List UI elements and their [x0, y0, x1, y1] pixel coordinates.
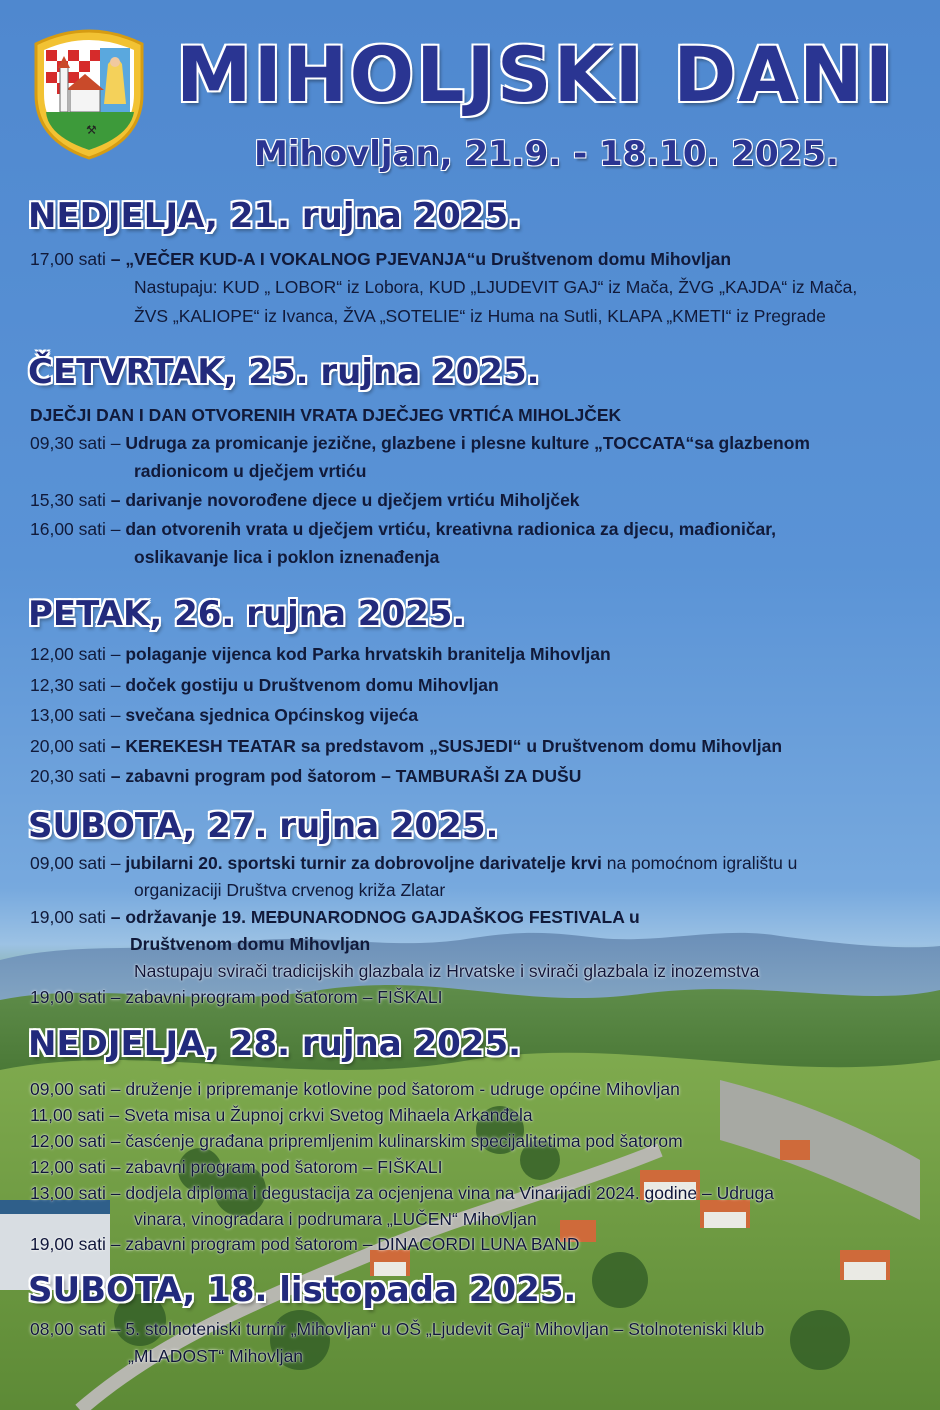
- schedule-time: 17,00 sati: [30, 249, 106, 269]
- schedule-text: druženje i pripremanje kotlovine pod šatorom - udruge općine Mihovljan: [125, 1079, 680, 1099]
- schedule-text: 5. stolnoteniski turnir „Mihovljan“ u OŠ „Ljudevit Gaj“ Mihovljan – Stolnoteniski klub: [125, 1319, 765, 1339]
- schedule-item: 09,00 sati – jubilarni 20. sportski turnir za dobrovoljne darivatelje krvi na pomoćnom igralištu u: [30, 853, 798, 873]
- schedule-continuation: Društvenom domu Mihovljan: [130, 934, 371, 954]
- schedule-continuation: Nastupaju: KUD „ LOBOR“ iz Lobora, KUD „LJUDEVIT GAJ“ iz Mača, ŽVG „KAJDA“ iz Mača,: [134, 277, 858, 297]
- schedule-text: zabavni program pod šatorom – DINACORDI LUNA BAND: [125, 1234, 580, 1254]
- schedule-text: časćenje građana pripremljenim kulinarskim specijalitetima pod šatorom: [125, 1131, 683, 1151]
- schedule-item: 15,30 sati – darivanje novorođene djece u dječjem vrtiću Miholjček: [30, 490, 580, 510]
- schedule-item: 13,00 sati – dodjela diploma i degustacija za ocjenjena vina na Vinarijadi 2024. godine – Udruga: [30, 1183, 774, 1203]
- page-title: MIHOLJSKI DANI: [176, 30, 895, 119]
- schedule-text: KEREKESH TEATAR sa predstavom „SUSJEDI“ u Društvenom domu Mihovljan: [125, 736, 783, 756]
- schedule-item: 09,30 sati – Udruga za promicanje jezične, glazbene i plesne kulture „TOCCATA“sa glazbenom: [30, 433, 810, 453]
- svg-text:⚒: ⚒: [86, 123, 97, 137]
- schedule-item: 19,00 sati – zabavni program pod šatorom – FIŠKALI: [30, 987, 443, 1007]
- schedule-continuation: ŽVS „KALIOPE“ iz Ivanca, ŽVA „SOTELIE“ iz Huma na Sutli, KLAPA „KMETI“ iz Pregrade: [134, 306, 826, 326]
- schedule-text: zabavni program pod šatorom – FIŠKALI: [125, 1157, 443, 1177]
- schedule-item: 12,00 sati – zabavni program pod šatorom – FIŠKALI: [30, 1157, 443, 1177]
- day-heading: PETAK, 26. rujna 2025.: [28, 594, 466, 634]
- day-heading: NEDJELJA, 21. rujna 2025.: [28, 196, 522, 236]
- schedule-item: 08,00 sati – 5. stolnoteniski turnir „Mihovljan“ u OŠ „Ljudevit Gaj“ Mihovljan – Stolnoteniski klub: [30, 1319, 765, 1339]
- schedule-time: 16,00 sati: [30, 519, 106, 539]
- schedule-item: 20,30 sati – zabavni program pod šatorom – TAMBURAŠI ZA DUŠU: [30, 766, 582, 786]
- schedule-time: 19,00 sati: [30, 907, 106, 927]
- day-intro: DJEČJI DAN I DAN OTVORENIH VRATA DJEČJEG VRTIĆA MIHOLJČEK: [30, 405, 622, 425]
- schedule-text: polaganje vijenca kod Parka hrvatskih branitelja Mihovljan: [125, 644, 611, 664]
- schedule-continuation: oslikavanje lica i poklon iznenađenja: [134, 547, 440, 567]
- schedule-time: 09,00 sati: [30, 1079, 106, 1099]
- schedule-item: 09,00 sati – druženje i pripremanje kotlovine pod šatorom - udruge općine Mihovljan: [30, 1079, 680, 1099]
- schedule-time: 09,00 sati: [30, 853, 106, 873]
- schedule-time: 20,00 sati: [30, 736, 106, 756]
- schedule-time: 12,00 sati: [30, 1131, 106, 1151]
- day-heading: SUBOTA, 27. rujna 2025.: [28, 806, 499, 846]
- schedule-item: 12,00 sati – polaganje vijenca kod Parka hrvatskih branitelja Mihovljan: [30, 644, 611, 664]
- day-heading: NEDJELJA, 28. rujna 2025.: [28, 1024, 522, 1064]
- schedule-item: 12,00 sati – časćenje građana pripremljenim kulinarskim specijalitetima pod šatorom: [30, 1131, 683, 1151]
- schedule-continuation: radionicom u dječjem vrtiću: [134, 461, 367, 481]
- schedule-time: 09,30 sati: [30, 433, 106, 453]
- schedule-item: 20,00 sati – KEREKESH TEATAR sa predstavom „SUSJEDI“ u Društvenom domu Mihovljan: [30, 736, 783, 756]
- schedule-text: doček gostiju u Društvenom domu Mihovljan: [125, 675, 499, 695]
- schedule-continuation: organizaciji Društva crvenog križa Zlatar: [134, 880, 446, 900]
- schedule-time: 20,30 sati: [30, 766, 106, 786]
- schedule-time: 11,00 sati: [30, 1105, 105, 1125]
- schedule-time: 13,00 sati: [30, 1183, 106, 1203]
- schedule-continuation: „MLADOST“ Mihovljan: [128, 1346, 304, 1366]
- schedule-time: 12,30 sati: [30, 675, 106, 695]
- schedule-text: svečana sjednica Općinskog vijeća: [125, 705, 419, 725]
- event-dates-subtitle: Mihovljan, 21.9. - 18.10. 2025.: [254, 134, 839, 174]
- schedule-text: zabavni program pod šatorom – TAMBURAŠI ZA DUŠU: [125, 766, 582, 786]
- schedule-item: 11,00 sati – Sveta misa u Župnoj crkvi Svetog Mihaela Arkanđela: [30, 1105, 533, 1125]
- schedule-continuation: vinara, vinogradara i podrumara „LUČEN“ Mihovljan: [134, 1209, 537, 1229]
- day-heading: SUBOTA, 18. listopada 2025.: [28, 1270, 577, 1310]
- schedule-text: zabavni program pod šatorom – FIŠKALI: [125, 987, 443, 1007]
- schedule-item: 12,30 sati – doček gostiju u Društvenom domu Mihovljan: [30, 675, 499, 695]
- schedule-text: održavanje 19. MEĐUNARODNOG GAJDAŠKOG FESTIVALA u: [125, 907, 640, 927]
- schedule-text: Sveta misa u Župnoj crkvi Svetog Mihaela Arkanđela: [124, 1105, 533, 1125]
- schedule-time: 08,00 sati: [30, 1319, 106, 1339]
- schedule-text: dan otvorenih vrata u dječjem vrtiću, kreativna radionica za djecu, mađioničar,: [125, 519, 776, 539]
- schedule-text: darivanje novorođene djece u dječjem vrtiću Miholjček: [125, 490, 580, 510]
- schedule-continuation: Nastupaju svirači tradicijskih glazbala iz Hrvatske i svirači glazbala iz inozemstva: [134, 961, 760, 981]
- schedule-text: Udruga za promicanje jezične, glazbene i plesne kulture „TOCCATA“sa glazbenom: [125, 433, 810, 453]
- schedule-text: jubilarni 20. sportski turnir za dobrovoljne darivatelje krvi: [125, 853, 602, 873]
- schedule-text: dodjela diploma i degustacija za ocjenjena vina na Vinarijadi 2024. godine – Udruga: [125, 1183, 774, 1203]
- schedule-item: 16,00 sati – dan otvorenih vrata u dječjem vrtiću, kreativna radionica za djecu, mađioničar,: [30, 519, 776, 539]
- schedule-item: 13,00 sati – svečana sjednica Općinskog vijeća: [30, 705, 419, 725]
- schedule-time: 15,30 sati: [30, 490, 106, 510]
- schedule-time: 12,00 sati: [30, 644, 106, 664]
- schedule-time: 12,00 sati: [30, 1157, 106, 1177]
- schedule-text: „VEČER KUD-A I VOKALNOG PJEVANJA“u Društvenom domu Mihovljan: [125, 249, 732, 269]
- schedule-item: 17,00 sati – „VEČER KUD-A I VOKALNOG PJEVANJA“u Društvenom domu Mihovljan: [30, 249, 732, 269]
- schedule-time: 19,00 sati: [30, 987, 106, 1007]
- municipality-coat-of-arms-icon: [30, 24, 148, 160]
- schedule-item: 19,00 sati – održavanje 19. MEĐUNARODNOG GAJDAŠKOG FESTIVALA u: [30, 907, 640, 927]
- schedule-time: 13,00 sati: [30, 705, 106, 725]
- schedule-item: 19,00 sati – zabavni program pod šatorom – DINACORDI LUNA BAND: [30, 1234, 580, 1254]
- schedule-time: 19,00 sati: [30, 1234, 106, 1254]
- day-heading: ČETVRTAK, 25. rujna 2025.: [28, 352, 540, 392]
